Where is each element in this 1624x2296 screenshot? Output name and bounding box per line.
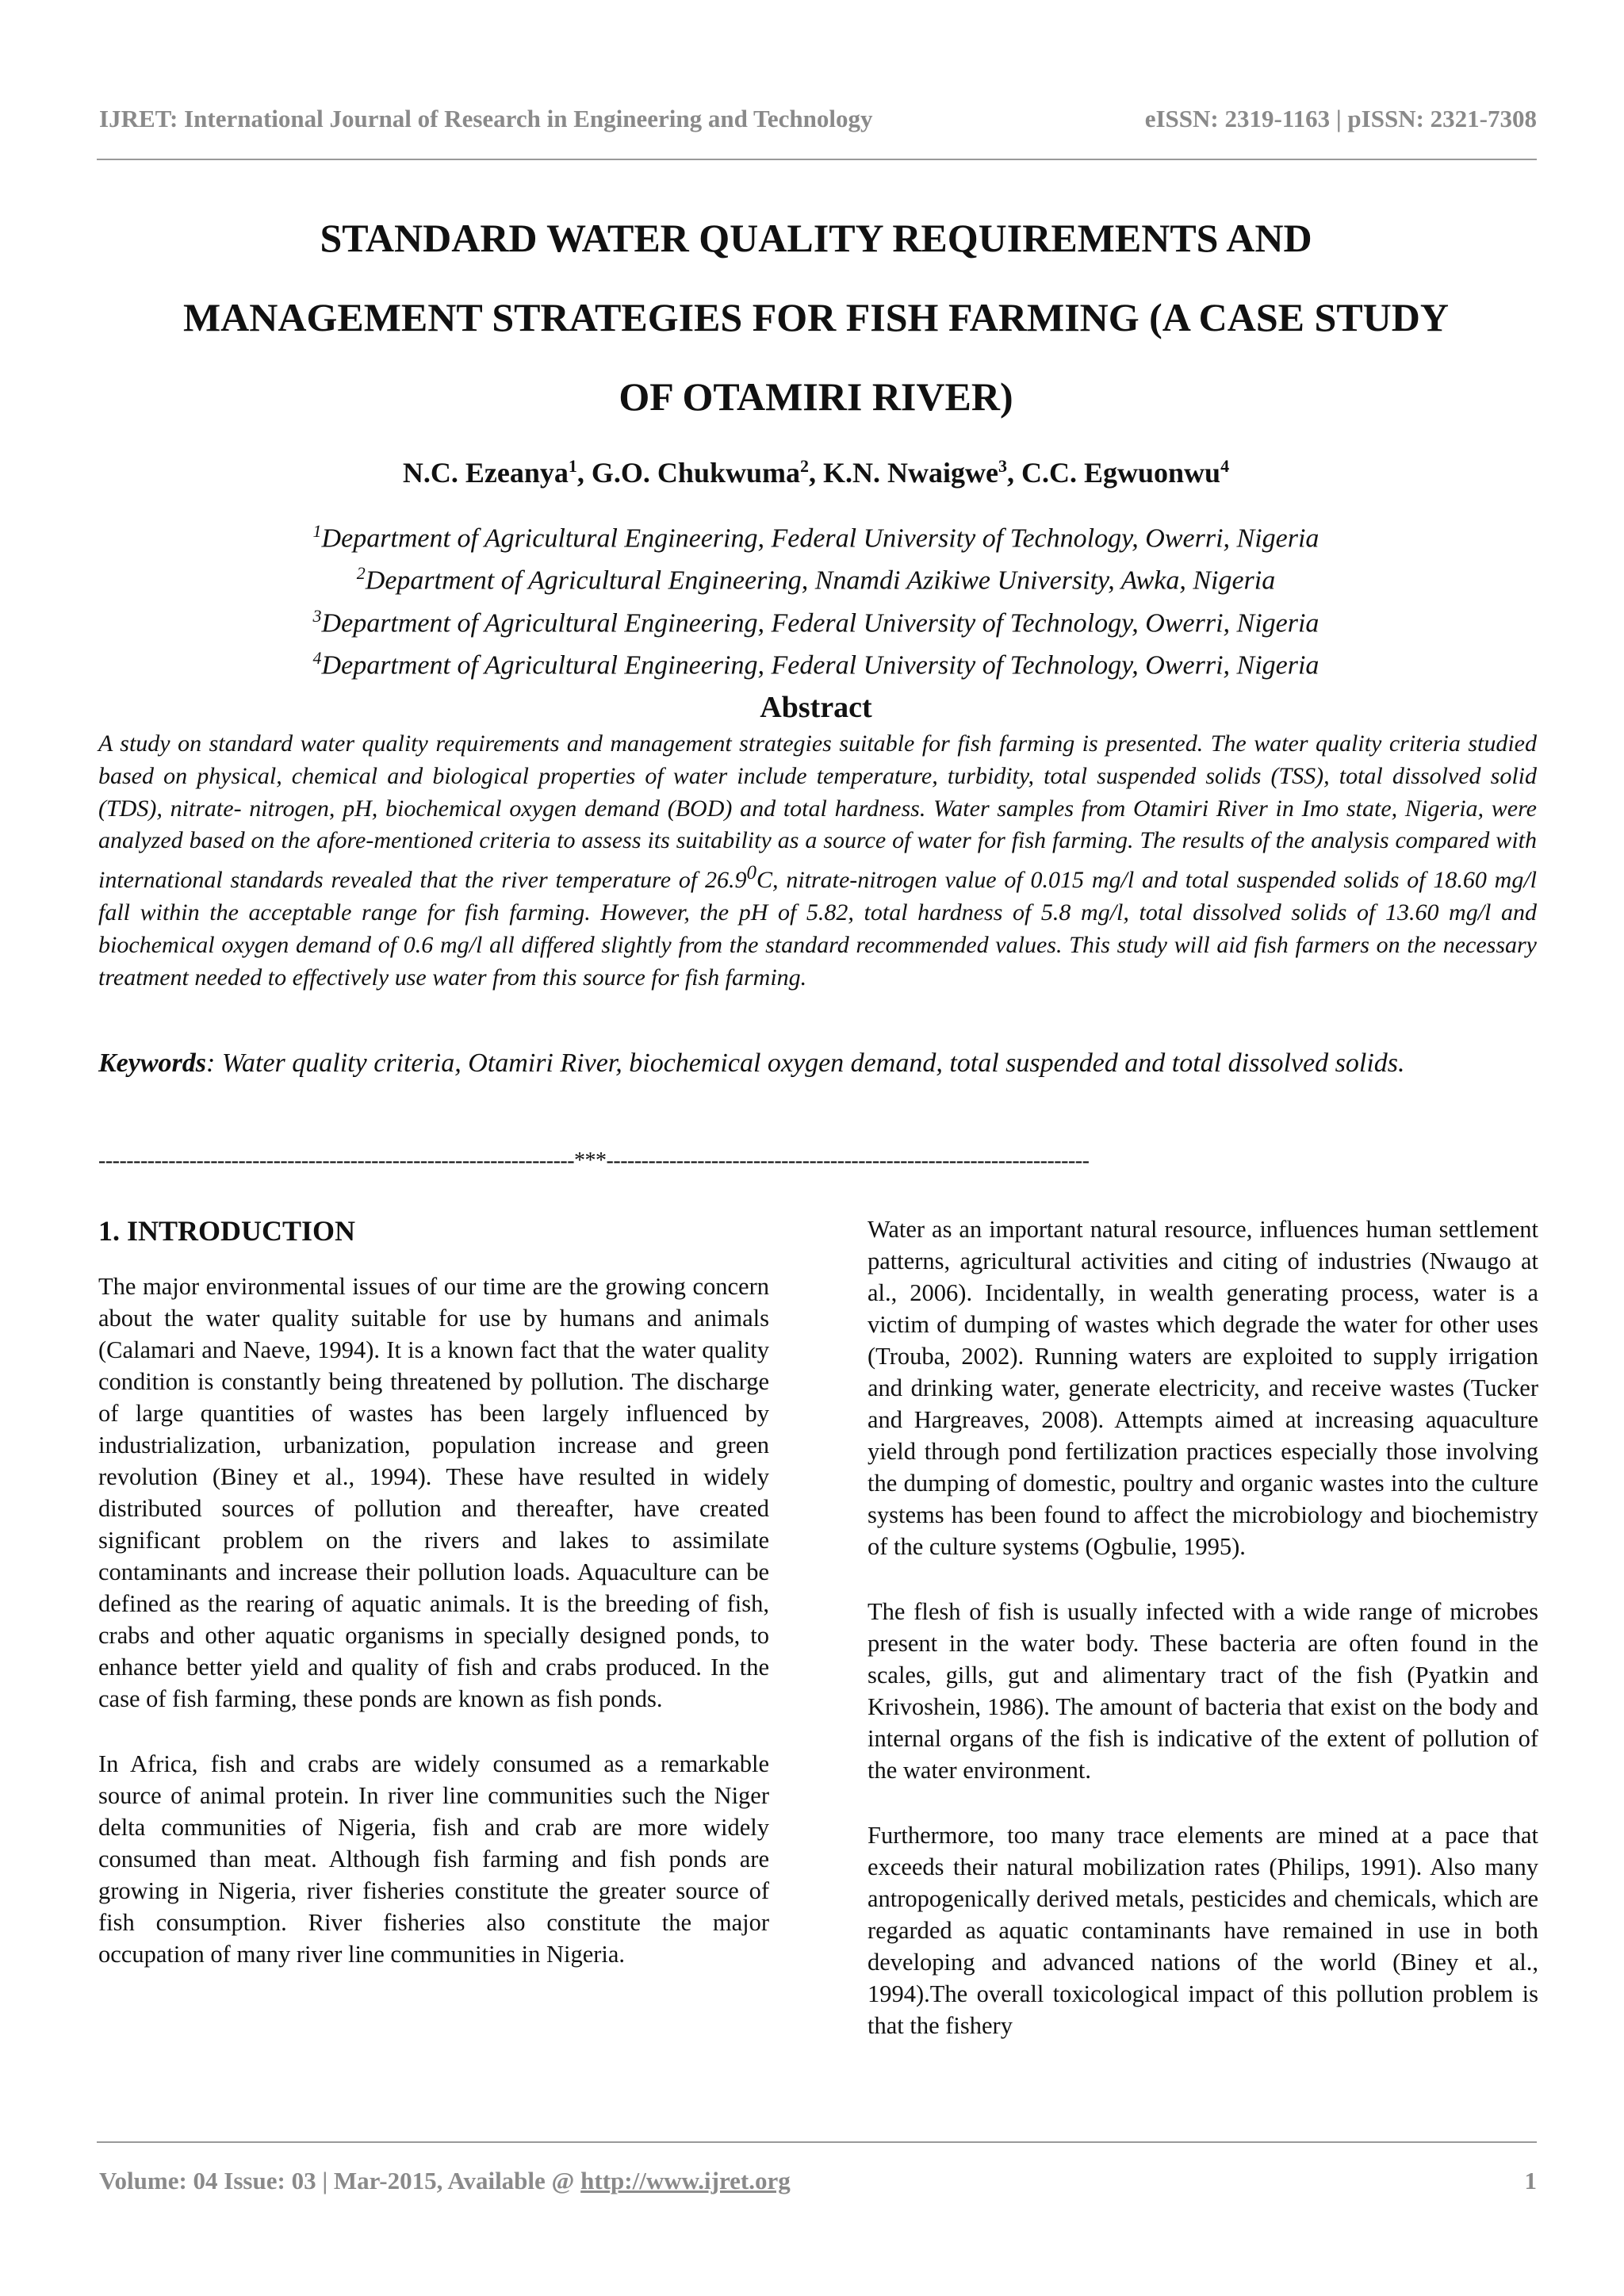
affiliation: $^3$Department of Agricultural Engineering, Federal University of Technology, Owerri, Nigeria — [312, 605, 1320, 638]
author-sup: 3 — [998, 456, 1007, 476]
section-separator: --------------------------------------------------------------------***--------------------------------------------------------------------- — [98, 1148, 1090, 1173]
journal-link[interactable]: http://www.ijret.org — [580, 2167, 791, 2194]
keywords-label: Keywords — [98, 1048, 206, 1078]
paper-title — [95, 198, 1537, 436]
paragraph: Furthermore, too many trace elements are mined at a pace that exceeds their natural mobilization rates (Philips, 1991). Also many antropogenically derived metals, pesticides and chemicals, which are regarded as aquatic contaminants have remained in use in both developing and advanced nations of the world (Biney et al., 1994).The overall toxicological impact of this pollution problem is that the fishery — [868, 1822, 1538, 2039]
degree-sup: 0 — [746, 862, 756, 884]
abstract-heading: Abstract — [760, 691, 872, 724]
keywords — [98, 1039, 1537, 1088]
author-sup: 1 — [568, 456, 577, 476]
issn: eISSN: 2319-1163 | pISSN: 2321-7308 — [1144, 105, 1537, 132]
right-column — [868, 1213, 1538, 2075]
author-name: G.O. Chukwuma — [591, 457, 800, 489]
page-number: 1 — [1524, 2167, 1537, 2194]
keywords-text: : Water quality criteria, Otamiri River, biochemical oxygen demand, total suspended and total dissolved solids. — [206, 1048, 1405, 1078]
paragraph: The flesh of fish is usually infected with a wide range of microbes present in the water body. These bacteria are often found in the scales, gills, gut and alimentary tract of the fish (Pyatkin and Krivoshein, 1986). The amount of bacteria that exist on the body and internal organs of the fish is indicative of the extent of pollution of the water environment. — [868, 1598, 1538, 1784]
author-sup: 2 — [800, 456, 809, 476]
author-name: N.C. Ezeanya — [402, 457, 569, 489]
author-name: K.N. Nwaigwe — [823, 457, 998, 489]
footer-volume: Volume: 04 Issue: 03 | Mar-2015, Available @ http://www.ijret.org — [99, 2167, 791, 2194]
paragraph: The major environmental issues of our time are the growing concern about the water quality suitable for use by humans and animals (Calamari and Naeve, 1994). It is a known fact that the water quality condition is constantly being threatened by pollution. The discharge of large quantities of wastes has been largely influenced by industrialization, urbanization, population increase and green revolution (Biney et al., 1994). These have resulted in widely distributed sources of pollution and thereafter, have created significant problem on the rivers and lakes to assimilate contaminants and increase their pollution loads. Aquaculture can be defined as the rearing of aquatic animals. It is the breeding of fish, crabs and other aquatic organisms in specially designed ponds, to enhance better yield and quality of fish and crabs produced. In the case of fish farming, these ponds are known as fish ponds. — [98, 1273, 769, 1712]
header-rule — [97, 159, 1537, 160]
paragraph: Water as an important natural resource, influences human settlement patterns, agricultural activities and citing of industries (Nwaugo at al., 2006). Incidentally, in wealth generating process, water is a victim of dumping of wastes which degrade the water for other uses (Trouba, 2002). Running waters are exploited to supply irrigation and drinking water, generate electricity, and receive wastes (Tucker and Hargreaves, 2008). Attempts aimed at increasing aquaculture yield through pond fertilization practices especially those involving the dumping of domestic, poultry and organic wastes into the culture systems has been found to affect the microbiology and biochemistry of the culture systems (Ogbulie, 1995). — [868, 1216, 1538, 1560]
running-footer — [99, 2157, 1537, 2205]
affiliation: $^1$Department of Agricultural Engineering, Federal University of Technology, Owerri, Nigeria — [312, 521, 1320, 554]
left-column — [98, 1213, 769, 2003]
author-name: C.C. Egwuonwu — [1021, 457, 1221, 489]
affiliation: $^4$Department of Agricultural Engineering, Federal University of Technology, Owerri, Nigeria — [312, 647, 1320, 680]
section-heading: 1. INTRODUCTION — [98, 1215, 356, 1247]
author-sup: 4 — [1220, 456, 1230, 476]
affiliation: $^2$Department of Agricultural Engineering, Nnamdi Azikiwe University, Awka, Nigeria — [356, 563, 1276, 596]
title-line: OF OTAMIRI RIVER) — [619, 374, 1013, 419]
affiliations — [95, 514, 1537, 683]
running-header — [99, 95, 1537, 143]
title-line: MANAGEMENT STRATEGIES FOR FISH FARMING (A CASE STUDY — [182, 295, 1450, 339]
journal-name: IJRET: International Journal of Research in Engineering and Technology — [99, 105, 873, 132]
paragraph: In Africa, fish and crabs are widely consumed as a remarkable source of animal protein. In river line communities such the Niger delta communities of Nigeria, fish and crab are more widely consumed than meat. Although fish farming and fish ponds are growing in Nigeria, river fisheries constitute the greater source of fish consumption. River fisheries also constitute the major occupation of many river line communities in Nigeria. — [98, 1750, 769, 1968]
abstract-body: A study on standard water quality requirements and management strategies suitable for fish farming is presented. The water quality criteria studied based on physical, chemical and biological properties of water include temperature, turbidity, total suspended solids (TSS), total dissolved solid (TDS), nitrate- nitrogen, pH, biochemical oxygen demand (BOD) and total hardness. Water samples from Otamiri River in Imo state, Nigeria, were analyzed based on the afore-mentioned criteria to assess its suitability as a source of water for fish farming. The results of the analysis compared with international standards revealed that the river temperature of 26.9$^0$C, nitrate-nitrogen value of 0.015 mg/l and total suspended solids of 18.60 mg/l fall within the acceptable range for fish farming. However, the pH of 5.82, total hardness of 5.8 mg/l, total dissolved solids of 13.60 mg/l and biochemical oxygen demand of 0.6 mg/l all differed slightly from the standard recommended values. This study will aid fish farmers on the necessary treatment needed to effectively use water from this source for fish farming. — [98, 730, 1537, 991]
author-list: N.C. Ezeanya$^1$, G.O. Chukwuma$^2$, K.N. Nwaigwe$^3$, C.C. Egwuonwu$^4$ — [402, 456, 1230, 489]
title-line: STANDARD WATER QUALITY REQUIREMENTS AND — [320, 216, 1312, 260]
footer-rule — [97, 2141, 1537, 2143]
